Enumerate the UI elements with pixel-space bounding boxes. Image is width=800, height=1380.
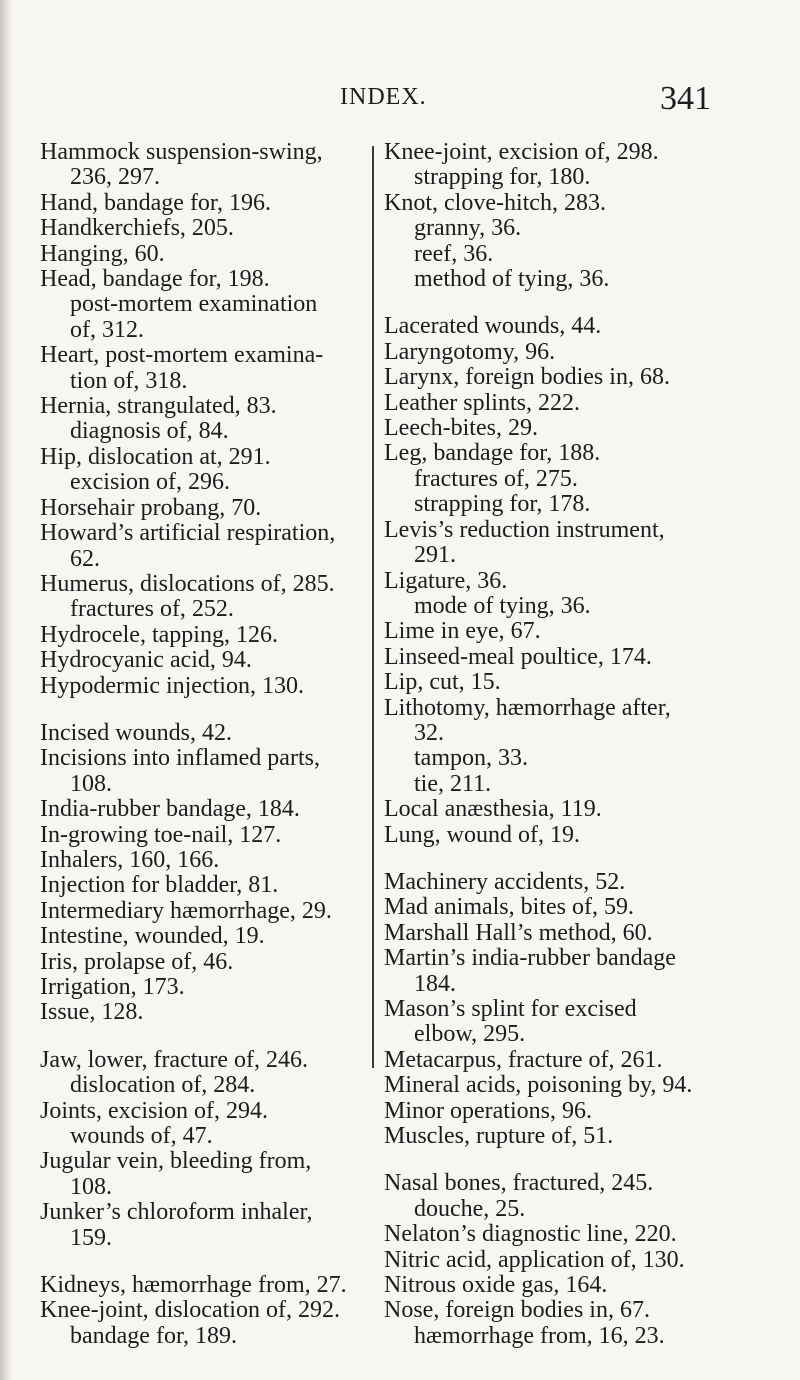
index-entry: Intestine, wounded, 19.: [40, 923, 265, 950]
section-gap: [40, 699, 370, 721]
index-entry: Incised wounds, 42.: [40, 719, 232, 746]
index-entry: Lime in eye, 67.: [384, 618, 541, 645]
index-subentry: fractures of, 275.: [414, 465, 578, 492]
section-gap: [384, 292, 714, 314]
index-entry: Knot, clove-hitch, 283.: [384, 189, 606, 216]
index-entry: Nitric acid, application of, 130.: [384, 1246, 685, 1273]
index-entry: Hydrocele, tapping, 126.: [40, 621, 278, 648]
index-entry: Levis’s reduction instrument,: [384, 516, 665, 543]
index-subentry: elbow, 295.: [414, 1021, 526, 1048]
index-entry: Hammock suspension-swing,: [40, 139, 323, 165]
index-entry: Nose, foreign bodies in, 67.: [384, 1297, 650, 1324]
index-entry: Lacerated wounds, 44.: [384, 313, 602, 340]
index-entry: Intermediary hæmorrhage, 29.: [40, 897, 332, 924]
index-entry: Head, bandage for, 198.: [40, 266, 270, 293]
index-subentry: excision of, 296.: [70, 469, 230, 496]
index-entry: Kidneys, hæmorrhage from, 27.: [40, 1272, 347, 1299]
page-header: [0, 80, 800, 120]
index-entry: Nasal bones, fractured, 245.: [384, 1170, 654, 1197]
index-subentry: 236, 297.: [70, 164, 160, 191]
index-subentry: method of tying, 36.: [414, 266, 610, 293]
index-entry: Laryngotomy, 96.: [384, 338, 556, 365]
index-entry: Jaw, lower, fracture of, 246.: [40, 1046, 309, 1073]
index-subentry: dislocation of, 284.: [70, 1072, 256, 1099]
index-subentry: wounds of, 47.: [70, 1123, 213, 1150]
index-subentry: post-mortem examination: [70, 291, 318, 318]
section-gap: [384, 1149, 714, 1171]
index-entry: Humerus, dislocations of, 285.: [40, 570, 335, 597]
index-entry: Mad animals, bites of, 59.: [384, 894, 634, 921]
index-entry: Local anæsthesia, 119.: [384, 796, 602, 823]
index-entry: Jugular vein, bleeding from,: [40, 1148, 312, 1175]
index-entry: Injection for bladder, 81.: [40, 872, 279, 899]
index-entry: Horsehair probang, 70.: [40, 494, 262, 521]
index-subentry: 184.: [414, 970, 456, 997]
page-number: 341: [660, 80, 711, 117]
index-entry: In-growing toe-nail, 127.: [40, 821, 282, 848]
index-entry: Iris, prolapse of, 46.: [40, 948, 234, 975]
index-entry: Leg, bandage for, 188.: [384, 440, 601, 467]
index-subentry: 32.: [414, 719, 444, 746]
section-gap: [384, 848, 714, 870]
index-subentry: 159.: [70, 1224, 112, 1251]
index-entry: Incisions into inflamed parts,: [40, 745, 320, 772]
column-divider: [372, 146, 374, 1068]
index-column-right: [384, 140, 714, 1349]
index-entry: Leather splints, 222.: [384, 389, 580, 416]
section-gap: [40, 1026, 370, 1048]
index-subentry: 108.: [70, 1173, 112, 1200]
index-entry: Hernia, strangulated, 83.: [40, 393, 277, 420]
index-entry: Nitrous oxide gas, 164.: [384, 1272, 608, 1299]
index-entry: Irrigation, 173.: [40, 974, 185, 1000]
index-entry: Minor operations, 96.: [384, 1097, 592, 1124]
index-subentry: reef, 36.: [414, 240, 494, 267]
index-subentry: tampon, 33.: [414, 745, 528, 772]
index-entry: Handkerchiefs, 205.: [40, 215, 234, 242]
index-subentry: tion of, 318.: [70, 367, 188, 394]
index-entry: Hanging, 60.: [40, 240, 165, 267]
index-subentry: 291.: [414, 542, 456, 569]
index-column-left: [40, 140, 370, 1349]
index-entry: Inhalers, 160, 166.: [40, 846, 220, 873]
index-entry: Hypodermic injection, 130.: [40, 672, 304, 699]
section-gap: [40, 1251, 370, 1273]
index-entry: Hip, dislocation at, 291.: [40, 443, 271, 470]
index-entry: Marshall Hall’s method, 60.: [384, 919, 653, 946]
index-entry: Mason’s splint for excised: [384, 996, 637, 1022]
index-entry: Lithotomy, hæmorrhage after,: [384, 694, 671, 721]
index-entry: Mineral acids, poisoning by, 94.: [384, 1072, 693, 1099]
index-subentry: bandage for, 189.: [70, 1322, 237, 1349]
index-entry: Knee-joint, excision of, 298.: [384, 139, 659, 165]
index-subentry: strapping for, 180.: [414, 164, 591, 191]
index-entry: Knee-joint, dislocation of, 292.: [40, 1297, 340, 1324]
index-subentry: of, 312.: [70, 316, 144, 343]
index-subentry: hæmorrhage from, 16, 23.: [414, 1322, 665, 1349]
index-entry: Metacarpus, fracture of, 261.: [384, 1046, 663, 1073]
index-entry: Junker’s chloroform inhaler,: [40, 1199, 313, 1226]
index-subentry: granny, 36.: [414, 215, 522, 242]
index-subentry: tie, 211.: [414, 770, 492, 797]
index-entry: India-rubber bandage, 184.: [40, 796, 300, 823]
index-subentry: mode of tying, 36.: [414, 592, 591, 619]
index-entry: Muscles, rupture of, 51.: [384, 1123, 614, 1150]
index-subentry: diagnosis of, 84.: [70, 418, 229, 445]
index-entry: Ligature, 36.: [384, 567, 508, 594]
index-subentry: fractures of, 252.: [70, 596, 234, 623]
index-subentry: 62.: [70, 545, 100, 572]
index-entry: Nelaton’s diagnostic line, 220.: [384, 1221, 677, 1248]
index-entry: Linseed-meal poultice, 174.: [384, 643, 652, 670]
index-entry: Martin’s india-rubber bandage: [384, 945, 676, 972]
index-entry: Lung, wound of, 19.: [384, 821, 580, 848]
index-subentry: strapping for, 178.: [414, 491, 591, 518]
index-entry: Lip, cut, 15.: [384, 669, 501, 696]
index-entry: Issue, 128.: [40, 999, 144, 1026]
index-entry: Hydrocyanic acid, 94.: [40, 647, 252, 674]
index-entry: Heart, post-mortem examina-: [40, 342, 324, 369]
index-subentry: 108.: [70, 770, 112, 797]
index-entry: Howard’s artificial respiration,: [40, 520, 336, 547]
running-head: INDEX.: [340, 84, 427, 110]
index-subentry: douche, 25.: [414, 1195, 526, 1222]
index-entry: Machinery accidents, 52.: [384, 868, 626, 895]
index-entry: Hand, bandage for, 196.: [40, 189, 271, 216]
gutter-shadow: [0, 0, 12, 1380]
index-entry: Larynx, foreign bodies in, 68.: [384, 364, 670, 391]
index-entry: Joints, excision of, 294.: [40, 1097, 268, 1124]
index-entry: Leech-bites, 29.: [384, 415, 538, 442]
